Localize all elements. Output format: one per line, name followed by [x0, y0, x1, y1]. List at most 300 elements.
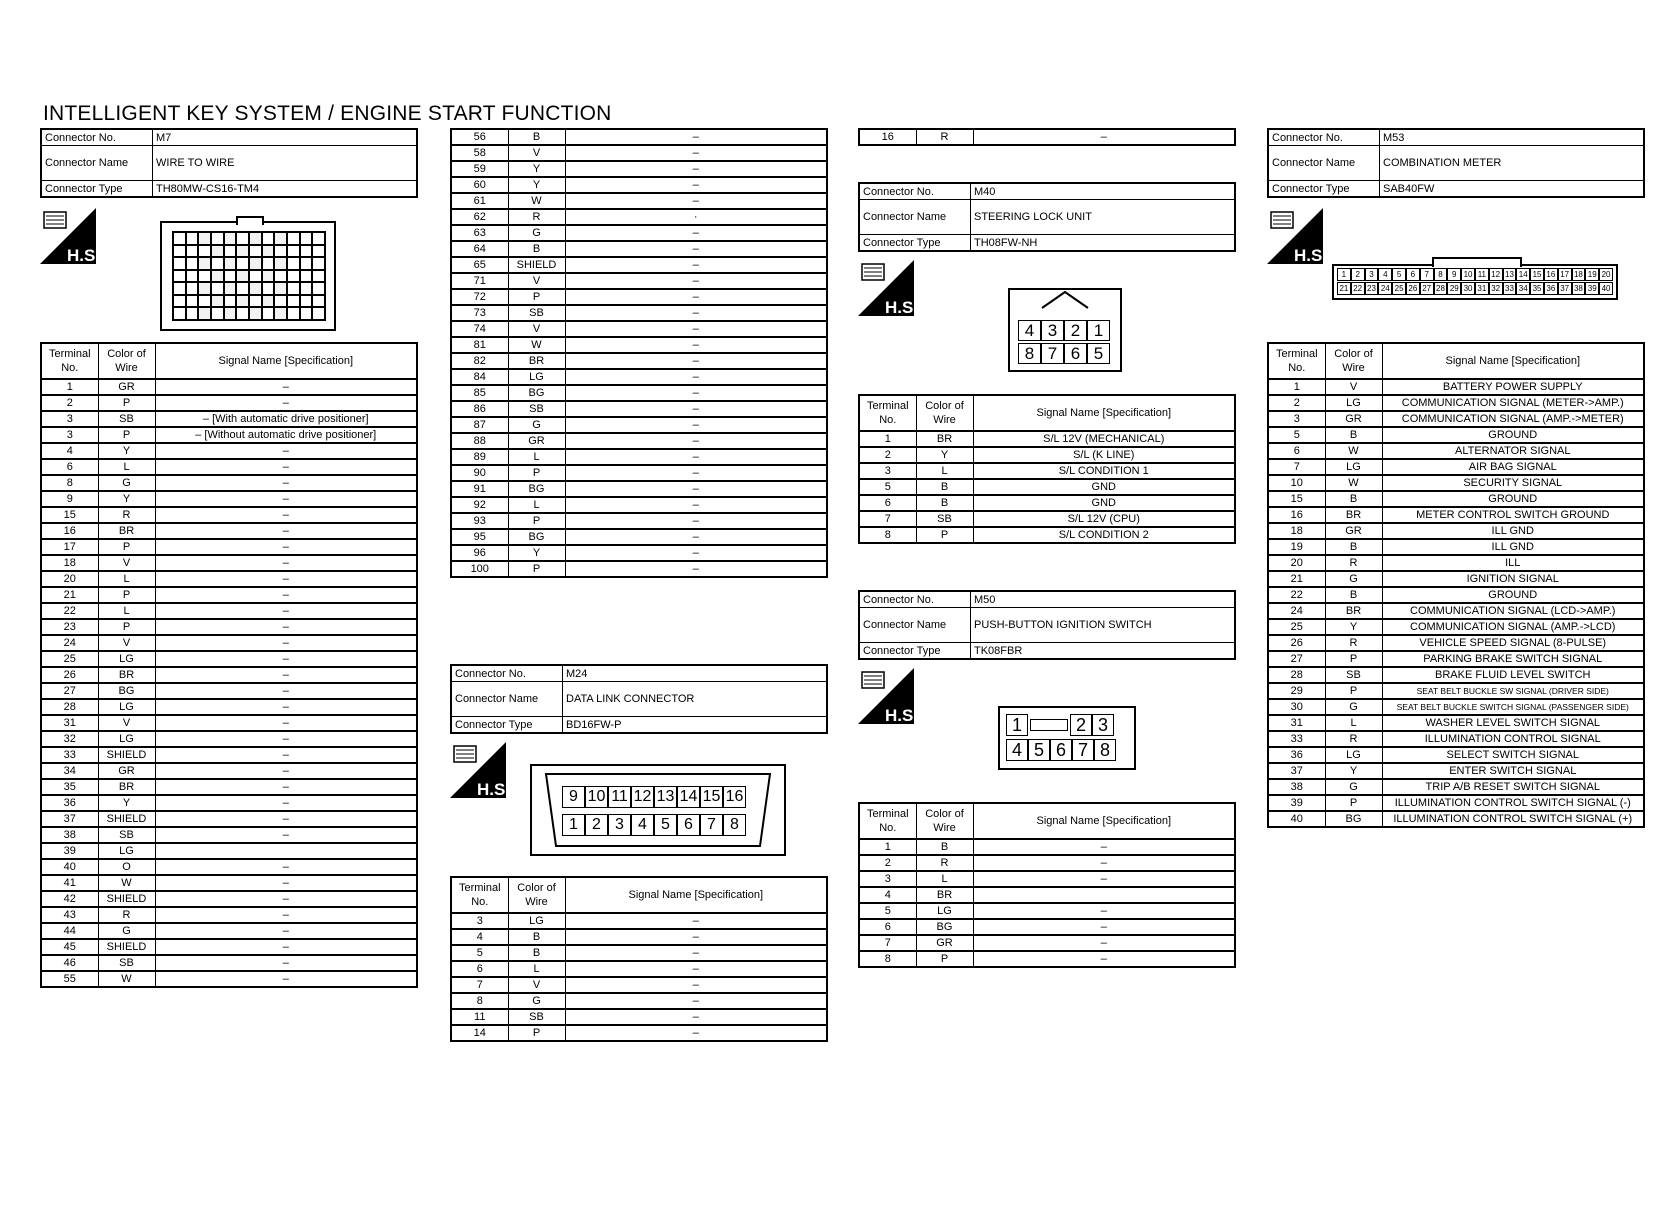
m7-cavity: [262, 282, 275, 295]
signal-name-cell: SEAT BELT BUCKLE SW SIGNAL (DRIVER SIDE): [1382, 683, 1644, 699]
m53-connector-name: COMBINATION METER: [1380, 146, 1645, 181]
m7-cavity: [236, 257, 249, 270]
wire-color-cell: SHIELD: [98, 747, 155, 763]
signal-name-cell: –: [565, 177, 827, 193]
wire-color-cell: B: [508, 945, 565, 961]
m7-cavity: [312, 232, 325, 245]
signal-name-cell: –: [155, 523, 417, 539]
wire-color-cell: R: [916, 129, 973, 145]
signal-name-cell: –: [565, 273, 827, 289]
wire-color-cell: BR: [1325, 603, 1382, 619]
wire-color-cell: V: [508, 321, 565, 337]
wire-color-cell: L: [508, 497, 565, 513]
wire-color-cell: GR: [98, 763, 155, 779]
m7-cavity: [262, 232, 275, 245]
signal-name-cell: –: [565, 913, 827, 929]
table-row: [1268, 795, 1644, 811]
table-row: [859, 129, 1235, 145]
terminal-no-header: Terminal No.: [1268, 343, 1325, 379]
table-row: [859, 903, 1235, 919]
m7-cavity: [224, 257, 237, 270]
terminal-no-cell: 82: [451, 353, 508, 369]
terminal-no-cell: 62: [451, 209, 508, 225]
terminal-no-cell: 33: [41, 747, 98, 763]
wire-color-cell: SB: [98, 827, 155, 843]
signal-name-cell: –: [565, 561, 827, 577]
m40-connector-block: [858, 182, 1236, 252]
m7-cavity: [287, 257, 300, 270]
m7-cavity: [274, 270, 287, 283]
terminal-no-cell: 16: [41, 523, 98, 539]
terminal-no-cell: 2: [41, 395, 98, 411]
table-row: [41, 923, 417, 939]
terminal-no-cell: 20: [41, 571, 98, 587]
m53-pin: 32: [1489, 282, 1503, 295]
signal-name-cell: –: [973, 129, 1235, 145]
table-row: [451, 209, 827, 225]
m7-cavity: [249, 257, 262, 270]
wire-color-cell: Y: [98, 443, 155, 459]
terminal-no-cell: 30: [1268, 699, 1325, 715]
terminal-no-cell: 37: [1268, 763, 1325, 779]
m53-pin: 33: [1503, 282, 1517, 295]
m7-connector-type: TH80MW-CS16-TM4: [153, 181, 418, 198]
wire-color-cell: L: [508, 961, 565, 977]
color-of-wire-header: Color of Wire: [916, 395, 973, 431]
table-row: [41, 955, 417, 971]
terminal-no-cell: 33: [1268, 731, 1325, 747]
signal-name-cell: –: [565, 225, 827, 241]
terminal-no-cell: 5: [451, 945, 508, 961]
wire-color-cell: P: [508, 289, 565, 305]
signal-name-header: Signal Name [Specification]: [565, 877, 827, 913]
m53-pin: 11: [1475, 268, 1489, 281]
table-row: [451, 417, 827, 433]
m7-cavity: [211, 295, 224, 308]
signal-name-cell: –: [565, 993, 827, 1009]
m7-cavity: [198, 282, 211, 295]
terminal-no-cell: 45: [41, 939, 98, 955]
terminal-no-cell: 32: [41, 731, 98, 747]
wire-color-cell: GR: [508, 433, 565, 449]
signal-name-cell: – [Without automatic drive positioner]: [155, 427, 417, 443]
signal-name-cell: –: [155, 667, 417, 683]
terminal-no-header: Terminal No.: [41, 343, 98, 379]
m7-cavity: [224, 270, 237, 283]
signal-name-cell: –: [155, 795, 417, 811]
m7-cavity: [274, 282, 287, 295]
wire-color-cell: Y: [98, 491, 155, 507]
table-row: [41, 443, 417, 459]
signal-name-cell: –: [973, 903, 1235, 919]
terminal-no-cell: 46: [41, 955, 98, 971]
terminal-no-cell: 58: [451, 145, 508, 161]
m40-connector-no: M40: [971, 183, 1236, 200]
signal-name-cell: –: [155, 683, 417, 699]
terminal-no-cell: 24: [41, 635, 98, 651]
m53-pin: 9: [1447, 268, 1461, 281]
m40-connector-face: [1008, 288, 1122, 372]
table-row: [41, 971, 417, 987]
m53-pin: 31: [1475, 282, 1489, 295]
m53-pin: 6: [1406, 268, 1420, 281]
m7-cavity: [236, 295, 249, 308]
m7-cavity: [300, 270, 313, 283]
terminal-no-cell: 100: [451, 561, 508, 577]
wire-color-cell: G: [508, 993, 565, 1009]
harness-side-icon: [40, 208, 101, 265]
signal-name-cell: –: [155, 619, 417, 635]
terminal-no-header: Terminal No.: [859, 803, 916, 839]
signal-name-cell: –: [565, 337, 827, 353]
connector-no-label: Connector No.: [859, 591, 971, 608]
signal-name-cell: –: [565, 417, 827, 433]
m50-pin: 5: [1028, 739, 1050, 761]
m24-connector-name: DATA LINK CONNECTOR: [563, 682, 828, 717]
m7-cavity: [224, 282, 237, 295]
wire-color-cell: P: [98, 587, 155, 603]
table-row: [859, 431, 1235, 447]
m50-pin: 3: [1092, 714, 1114, 736]
terminal-no-cell: 25: [1268, 619, 1325, 635]
table-row: [1268, 491, 1644, 507]
m7-cavity: [312, 245, 325, 258]
m53-pin: 34: [1516, 282, 1530, 295]
signal-name-header: Signal Name [Specification]: [973, 395, 1235, 431]
table-row: [41, 507, 417, 523]
table-row: [41, 555, 417, 571]
wire-color-cell: V: [98, 635, 155, 651]
signal-name-cell: –: [973, 855, 1235, 871]
signal-name-cell: –: [155, 779, 417, 795]
color-of-wire-header: Color of Wire: [916, 803, 973, 839]
signal-name-cell: SEAT BELT BUCKLE SWITCH SIGNAL (PASSENGER SIDE): [1382, 699, 1644, 715]
terminal-no-cell: 27: [41, 683, 98, 699]
table-row: [859, 527, 1235, 543]
terminal-no-cell: 35: [41, 779, 98, 795]
signal-name-cell: COMMUNICATION SIGNAL (METER->AMP.): [1382, 395, 1644, 411]
m7-cavity: [211, 307, 224, 320]
table-row: [1268, 555, 1644, 571]
m40-pin: 6: [1064, 343, 1087, 364]
table-row: [1268, 699, 1644, 715]
wire-color-cell: P: [508, 513, 565, 529]
terminal-no-cell: 43: [41, 907, 98, 923]
table-row: [1268, 459, 1644, 475]
terminal-no-cell: 55: [41, 971, 98, 987]
table-row: [41, 395, 417, 411]
terminal-no-cell: 3: [41, 411, 98, 427]
m7-cavity: [173, 257, 186, 270]
m7-cavity: [236, 307, 249, 320]
wire-color-cell: G: [1325, 779, 1382, 795]
signal-name-cell: – [With automatic drive positioner]: [155, 411, 417, 427]
connector-name-label: Connector Name: [859, 200, 971, 235]
table-row: [41, 539, 417, 555]
table-row: [451, 913, 827, 929]
signal-name-cell: S/L CONDITION 1: [973, 463, 1235, 479]
m24-pin: 2: [585, 814, 608, 836]
signal-name-cell: –: [155, 635, 417, 651]
table-row: [451, 481, 827, 497]
table-row: [1268, 523, 1644, 539]
m53-connector-face: [1332, 264, 1618, 300]
wire-color-cell: Y: [508, 545, 565, 561]
wire-color-cell: BR: [916, 887, 973, 903]
signal-name-cell: –: [155, 891, 417, 907]
m53-terminal-table: [1267, 342, 1645, 828]
signal-name-cell: –: [565, 929, 827, 945]
m53-pin: 22: [1351, 282, 1365, 295]
m53-pin: 29: [1447, 282, 1461, 295]
wire-color-cell: P: [508, 561, 565, 577]
signal-name-cell: S/L 12V (MECHANICAL): [973, 431, 1235, 447]
m7-cavity: [300, 307, 313, 320]
wire-color-cell: L: [916, 871, 973, 887]
m24-pin: 15: [700, 786, 723, 808]
table-row: [451, 305, 827, 321]
m53-pin: 20: [1599, 268, 1613, 281]
signal-name-cell: IGNITION SIGNAL: [1382, 571, 1644, 587]
wire-color-cell: LG: [1325, 747, 1382, 763]
signal-name-cell: –: [155, 827, 417, 843]
terminal-no-cell: 84: [451, 369, 508, 385]
m50-pin: 8: [1094, 739, 1116, 761]
m7-cavity: [198, 295, 211, 308]
wire-color-cell: SHIELD: [508, 257, 565, 273]
signal-name-cell: –: [155, 555, 417, 571]
svg-text:H.S.: H.S.: [885, 298, 919, 317]
signal-name-cell: –: [565, 465, 827, 481]
wire-color-cell: SB: [508, 1009, 565, 1025]
connector-name-label: Connector Name: [859, 608, 971, 643]
table-row: [451, 465, 827, 481]
m7-cavity: [211, 270, 224, 283]
m7-cavity: [287, 295, 300, 308]
m24-connector-no: M24: [563, 665, 828, 682]
terminal-no-cell: 39: [41, 843, 98, 859]
terminal-no-cell: 6: [41, 459, 98, 475]
m7-cavity: [274, 232, 287, 245]
terminal-no-cell: 2: [1268, 395, 1325, 411]
terminal-no-cell: 31: [41, 715, 98, 731]
signal-name-cell: –: [155, 539, 417, 555]
wire-color-cell: R: [1325, 635, 1382, 651]
m40-terminal-table: [858, 394, 1236, 544]
terminal-no-cell: 20: [1268, 555, 1325, 571]
m40-connector-type: TH08FW-NH: [971, 235, 1236, 252]
m40-pin: 1: [1087, 320, 1110, 341]
wire-color-cell: W: [508, 337, 565, 353]
wire-color-cell: B: [1325, 539, 1382, 555]
terminal-no-cell: 10: [1268, 475, 1325, 491]
m7-cavity: [236, 282, 249, 295]
table-row: [41, 475, 417, 491]
table-row: [41, 667, 417, 683]
terminal-no-cell: 29: [1268, 683, 1325, 699]
signal-name-cell: –: [565, 193, 827, 209]
signal-name-cell: GROUND: [1382, 491, 1644, 507]
m7-cavity: [287, 307, 300, 320]
m7-connector-face: [160, 221, 336, 331]
terminal-no-cell: 91: [451, 481, 508, 497]
table-row: [41, 827, 417, 843]
table-row: [41, 523, 417, 539]
signal-name-cell: –: [155, 491, 417, 507]
m40-pin: 5: [1087, 343, 1110, 364]
m24-pin: 6: [677, 814, 700, 836]
signal-name-cell: SELECT SWITCH SIGNAL: [1382, 747, 1644, 763]
signal-name-cell: –: [565, 241, 827, 257]
m7-cavity: [274, 257, 287, 270]
terminal-no-cell: 26: [41, 667, 98, 683]
m7-cavity: [274, 245, 287, 258]
table-row: [451, 289, 827, 305]
table-row: [41, 715, 417, 731]
terminal-no-cell: 7: [451, 977, 508, 993]
m53-pin: 24: [1378, 282, 1392, 295]
m7-cavity: [173, 295, 186, 308]
terminal-no-cell: 14: [451, 1025, 508, 1041]
signal-name-cell: –: [155, 379, 417, 395]
terminal-no-cell: 4: [859, 887, 916, 903]
connector-no-label: Connector No.: [859, 183, 971, 200]
m53-pin: 36: [1544, 282, 1558, 295]
signal-name-cell: –: [155, 651, 417, 667]
m7-cavity: [211, 282, 224, 295]
m7-cavity: [287, 270, 300, 283]
m7-cavity: [198, 245, 211, 258]
terminal-no-cell: 64: [451, 241, 508, 257]
wire-color-cell: GR: [98, 379, 155, 395]
table-row: [451, 401, 827, 417]
m53-pin: 8: [1434, 268, 1448, 281]
wire-color-cell: W: [98, 875, 155, 891]
wire-color-cell: L: [1325, 715, 1382, 731]
wire-color-cell: P: [916, 951, 973, 967]
m7-cavity: [262, 307, 275, 320]
table-row: [1268, 747, 1644, 763]
m7-cavity: [186, 307, 199, 320]
m53-pin: 5: [1392, 268, 1406, 281]
m24-connector-type: BD16FW-P: [563, 717, 828, 734]
wire-color-cell: LG: [98, 843, 155, 859]
svg-text:H.S.: H.S.: [477, 780, 511, 799]
wire-color-cell: BG: [98, 683, 155, 699]
table-row: [859, 935, 1235, 951]
m53-connector-type: SAB40FW: [1380, 181, 1645, 198]
table-row: [451, 561, 827, 577]
terminal-no-cell: 28: [41, 699, 98, 715]
wire-color-cell: P: [98, 619, 155, 635]
wire-color-cell: LG: [508, 913, 565, 929]
terminal-no-header: Terminal No.: [859, 395, 916, 431]
signal-name-cell: –: [155, 571, 417, 587]
signal-name-cell: –: [155, 699, 417, 715]
m53-connector-block: [1267, 128, 1645, 198]
m53-pin: 13: [1503, 268, 1517, 281]
svg-text:H.S.: H.S.: [885, 706, 919, 725]
wire-color-cell: L: [508, 449, 565, 465]
color-of-wire-header: Color of Wire: [508, 877, 565, 913]
table-row: [41, 603, 417, 619]
wire-color-cell: SB: [508, 305, 565, 321]
signal-name-cell: –: [973, 935, 1235, 951]
m7-cavity: [249, 245, 262, 258]
m53-pin: 7: [1420, 268, 1434, 281]
terminal-no-cell: 65: [451, 257, 508, 273]
table-row: [451, 977, 827, 993]
wire-color-cell: V: [508, 977, 565, 993]
m24-terminal-table-block: [450, 876, 828, 1042]
table-row: [41, 491, 417, 507]
signal-name-cell: BATTERY POWER SUPPLY: [1382, 379, 1644, 395]
signal-name-cell: GND: [973, 479, 1235, 495]
wire-color-cell: BR: [98, 667, 155, 683]
table-row: [859, 495, 1235, 511]
m7-connector-no: M7: [153, 129, 418, 146]
table-row: [41, 427, 417, 443]
m7-cavity: [274, 307, 287, 320]
m53-pin: 3: [1365, 268, 1379, 281]
terminal-no-cell: 39: [1268, 795, 1325, 811]
table-row: [451, 369, 827, 385]
wire-color-cell: B: [1325, 587, 1382, 603]
table-row: [451, 961, 827, 977]
table-row: [1268, 475, 1644, 491]
m50-connector-type: TK08FBR: [971, 643, 1236, 660]
signal-name-cell: –: [565, 977, 827, 993]
terminal-no-cell: 88: [451, 433, 508, 449]
m24-connector-face: [530, 764, 786, 856]
m40-pin: 4: [1018, 320, 1041, 341]
terminal-no-cell: 15: [41, 507, 98, 523]
wire-color-cell: B: [916, 495, 973, 511]
wire-color-cell: SHIELD: [98, 811, 155, 827]
harness-side-icon: [450, 742, 511, 799]
terminal-no-cell: 36: [41, 795, 98, 811]
wire-color-cell: W: [1325, 475, 1382, 491]
wire-color-cell: B: [508, 129, 565, 145]
m7-cavity: [198, 232, 211, 245]
m50-terminal-table: [858, 802, 1236, 968]
table-row: [1268, 779, 1644, 795]
m7-cavity: [249, 307, 262, 320]
wire-color-cell: BG: [1325, 811, 1382, 827]
m53-pin: 16: [1544, 268, 1558, 281]
wire-color-cell: V: [1325, 379, 1382, 395]
m7-cavity: [300, 245, 313, 258]
terminal-no-cell: 8: [451, 993, 508, 1009]
m53-pin: 14: [1516, 268, 1530, 281]
m7-cavity: [249, 282, 262, 295]
wire-color-cell: V: [98, 555, 155, 571]
signal-name-cell: –: [565, 945, 827, 961]
signal-name-cell: ILL: [1382, 555, 1644, 571]
signal-name-header: Signal Name [Specification]: [1382, 343, 1644, 379]
m7-connector-name: WIRE TO WIRE: [153, 146, 418, 181]
wire-color-cell: Y: [1325, 763, 1382, 779]
m7-cavity: [236, 270, 249, 283]
table-row: [1268, 507, 1644, 523]
wire-color-cell: BG: [508, 481, 565, 497]
wire-color-cell: LG: [1325, 459, 1382, 475]
wire-color-cell: L: [916, 463, 973, 479]
wire-color-cell: SB: [1325, 667, 1382, 683]
signal-name-cell: [973, 887, 1235, 903]
m24-pin: 8: [723, 814, 746, 836]
m7-cavity: [300, 232, 313, 245]
